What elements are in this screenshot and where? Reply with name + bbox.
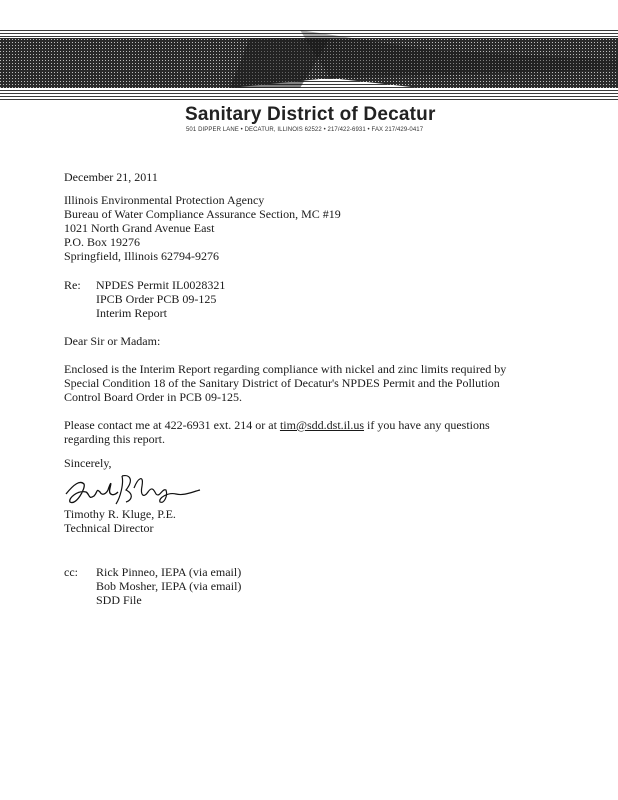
letter-date: December 21, 2011 — [64, 170, 158, 184]
organization-address: 501 DIPPER LANE • DECATUR, ILLINOIS 62522 • 217/422-6931 • FAX 217/429-0417 — [186, 127, 424, 133]
letterhead-banner — [0, 30, 618, 102]
contact-text-end: if you have any questions — [364, 418, 490, 432]
salutation: Dear Sir or Madam: — [64, 334, 161, 348]
signer-name: Timothy R. Kluge, P.E. — [64, 507, 176, 521]
paragraph-line: Enclosed is the Interim Report regarding compliance with nickel and zinc limits required by — [64, 362, 507, 376]
recipient-line: Illinois Environmental Protection Agency — [64, 193, 265, 207]
cc-label: cc: — [64, 565, 78, 579]
recipient-line: P.O. Box 19276 — [64, 235, 141, 249]
re-line: NPDES Permit IL0028321 — [96, 278, 226, 292]
cc-line: SDD File — [96, 593, 142, 607]
signer-title: Technical Director — [64, 521, 154, 535]
contact-line-2: regarding this report. — [64, 432, 165, 446]
handwritten-signature — [64, 470, 204, 512]
re-label: Re: — [64, 278, 81, 292]
re-line: Interim Report — [96, 306, 167, 320]
paragraph-line: Control Board Order in PCB 09-125. — [64, 390, 242, 404]
contact-line — [64, 418, 490, 432]
contact-text: Please contact me at 422-6931 ext. 214 or at — [64, 418, 280, 432]
re-line: IPCB Order PCB 09-125 — [96, 292, 217, 306]
closing: Sincerely, — [64, 456, 112, 470]
organization-name: Sanitary District of Decatur — [185, 104, 436, 125]
email-link[interactable]: tim@sdd.dst.il.us — [279, 418, 365, 432]
cc-line: Rick Pinneo, IEPA (via email) — [96, 565, 242, 579]
paragraph-line: Special Condition 18 of the Sanitary District of Decatur's NPDES Permit and the Pollution — [64, 376, 500, 390]
recipient-line: Bureau of Water Compliance Assurance Section, MC #19 — [64, 207, 341, 221]
cc-line: Bob Mosher, IEPA (via email) — [96, 579, 242, 593]
recipient-line: Springfield, Illinois 62794-9276 — [64, 249, 219, 263]
recipient-line: 1021 North Grand Avenue East — [64, 221, 215, 235]
